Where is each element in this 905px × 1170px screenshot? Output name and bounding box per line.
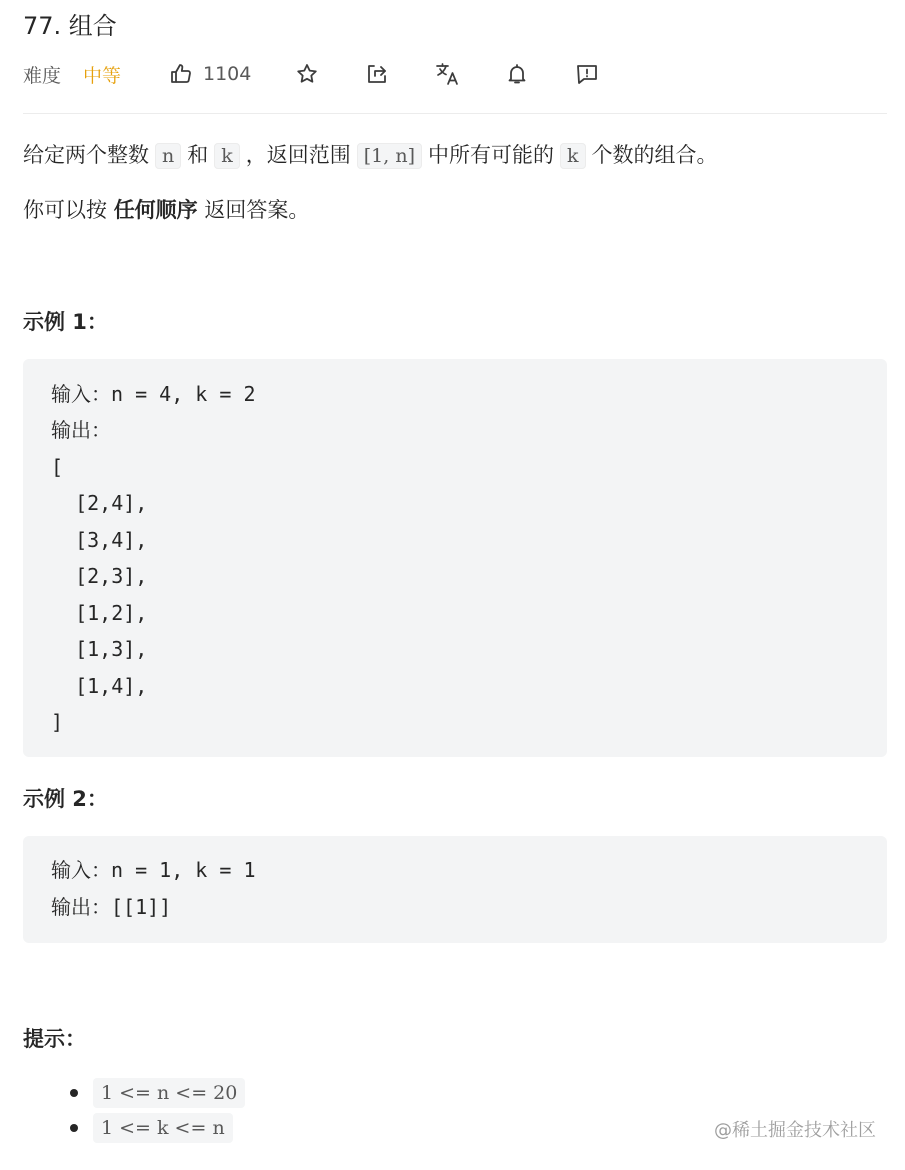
- code-line: 输出：[[1]]: [51, 895, 172, 919]
- text-segment: 给定两个整数: [23, 143, 149, 167]
- inline-code-k: k: [560, 143, 586, 169]
- bullet: [70, 1089, 78, 1097]
- code-line: [1,3],: [51, 637, 148, 661]
- like-count: 1104: [203, 63, 252, 85]
- code-line: [3,4],: [51, 528, 148, 552]
- notification-button[interactable]: [501, 58, 533, 90]
- inline-code-k: k: [214, 143, 240, 169]
- like-button[interactable]: [169, 58, 251, 90]
- share-button[interactable]: [361, 58, 393, 90]
- problem-title: 77. 组合: [23, 12, 117, 40]
- text-segment: 中所有可能的: [428, 143, 554, 167]
- code-line: 输入：n = 4, k = 2: [51, 382, 256, 406]
- watermark: @稀土掘金技术社区: [714, 1120, 876, 1141]
- code-line: [2,3],: [51, 564, 148, 588]
- example-1-code-block: [23, 359, 887, 757]
- inline-code-range: [1, n]: [357, 143, 422, 169]
- description-paragraph-2: [23, 192, 309, 228]
- text-segment: 和: [187, 143, 209, 167]
- code-line: 输出：: [51, 418, 111, 442]
- difficulty-badge: 中等: [83, 64, 122, 87]
- text-segment: ，返回范围: [245, 143, 351, 167]
- translate-button[interactable]: [431, 58, 463, 90]
- hint-item: 1 <= n <= 20: [93, 1078, 245, 1108]
- text-segment: 你可以按: [23, 198, 107, 222]
- star-icon: [295, 62, 319, 86]
- example-2-code-block: [23, 836, 887, 943]
- code-line: [: [51, 455, 64, 479]
- hint-item: 1 <= k <= n: [93, 1113, 233, 1143]
- share-icon: [365, 62, 389, 86]
- example-2-heading: 示例 2：: [23, 787, 108, 811]
- text-segment: 返回答案。: [204, 198, 310, 222]
- hints-heading: 提示：: [23, 1027, 86, 1051]
- feedback-button[interactable]: [571, 58, 603, 90]
- problem-meta-bar: [23, 58, 889, 90]
- bell-icon: [505, 62, 529, 86]
- code-line: [2,4],: [51, 491, 148, 515]
- description-paragraph-1: [23, 137, 718, 174]
- inline-code-n: n: [155, 143, 181, 169]
- code-line: [1,4],: [51, 674, 148, 698]
- text-segment: 个数的组合。: [591, 143, 718, 167]
- code-line: 输入：n = 1, k = 1: [51, 858, 256, 882]
- code-line: [1,2],: [51, 601, 148, 625]
- bold-text: 任何顺序: [113, 198, 198, 222]
- difficulty-label: 难度: [23, 64, 62, 87]
- feedback-icon: [575, 62, 599, 86]
- code-line: ]: [51, 710, 64, 734]
- header-divider: [23, 113, 887, 114]
- example-1-heading: 示例 1：: [23, 310, 108, 334]
- favorite-button[interactable]: [291, 58, 323, 90]
- translate-icon: [434, 61, 460, 87]
- thumbs-up-icon: [169, 62, 193, 86]
- bullet: [70, 1124, 78, 1132]
